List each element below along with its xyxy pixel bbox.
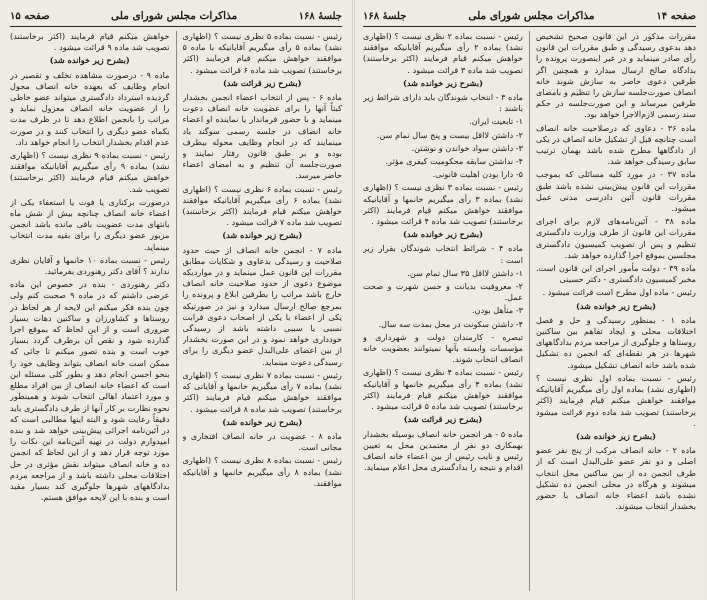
paragraph: درصورت برکناری یا فوت یا استعفاء یکی از اعضاء خانه انصاف چنانچه بیش از شش ماه بانتهای مدت عضویت باقی مانده باشد انجمن مزبور عضو دیگری را برای بقیه مدت انتخاب مینماید. xyxy=(10,196,170,252)
paragraph: ۱- داشتن لااقل ۳۵ سال تمام سن. xyxy=(407,267,523,278)
right-page-column-right xyxy=(536,31,696,597)
paragraph: رئیس - نسبت بماده اول نظری نیست ؟ (اظهاری نشد) بماده اول رأی میگیریم آقایانیکه موافقند خواهش میکنم قیام فرمایند (اکثر برخاستند) تصویب شد ماده دوم قرائت میشود . xyxy=(536,372,696,428)
left-page-columns xyxy=(10,31,342,597)
paragraph: رئیس - نسبت بماده ۱۰ خانمها و آقایان نظری ندارند ؟ آقای دکتر رهنوردی بفرمائید. xyxy=(10,254,170,277)
paragraph: رئیس - نسبت بماده ۵ نظری نیست ؟ (اظهاری نشد) بماده ۵ رأی میگیریم آقایانیکه با ماده ۵ موافقند خواهش میکنم قیام فرمایند (اکثر برخاستند) تصویب شد ماده ۶ قرائت میشود . xyxy=(182,31,342,75)
reading-note: (بشرح زیر خوانده شد) xyxy=(575,300,657,311)
paragraph: خواهش میکنم قیام فرمایند (اکثر برخاستند) تصویب شد ماده ۹ قرائت میشود . xyxy=(10,31,170,53)
reading-note: (بشرح زیر خوانده شد) xyxy=(402,77,484,88)
paragraph: رئیس - نسبت بماده ۶ نظری نیست ؟ (اظهاری نشد) بماده ۶ رأی میگیریم آقایانیکه موافقند خواهش میکنم قیام فرمایند (اکثر برخاستند) تصویب شد ماده ۷ قرائت میشود . xyxy=(182,183,342,228)
paragraph: دکتر رهنوردی - بنده در خصوص این ماده عرضی داشتم که در ماده ۹ صحبت کنم ولی چون بنده فکر میکنم این لایحه از هر لحاظ در روستاها و کشاورزان و ساکنین دهات بسیار ضروری است و از این لحاظ که بموقع اجرا گذارده شود و نقص آن برطرف گردد بسیار خوب است و بنده تصور میکنم تا جائی که ممکن است خانه انصاف بتواند وظایف خود را بنحو احسن انجام دهد و بطور کلی مسئله این است که اعضاء خانه انصاف از بین افراد مطلع و مورد اعتماد اهالی انتخاب شوند و همینطور نحوه نظارت بر کار آنها از طرف دادگستری باید دقیقاً رعایت شود و البته اینها مطالبی است که در آئین‌نامه اجرائی پیش‌بینی خواهد شد و بنده امیدوارم دولت در تهیه آئین‌نامه این نکات را مورد توجه قرار دهد و از این لحاظ که انجمن ده و خانه انصاف میتواند نقش مؤثری در حل اختلافات محلی داشته باشد و از مراجعه مردم بدادگاههای شهرها جلوگیری کند بسیار مفید است و بنده با این لایحه موافق هستم. xyxy=(10,279,170,503)
column-divider xyxy=(529,31,530,591)
column-divider xyxy=(176,31,177,591)
right-page-header xyxy=(363,8,696,27)
paragraph: تبصره - کارمندان دولت و شهرداری و مؤسسات وابسته بآنها نمیتوانند بعضویت خانه انصاف انتخاب شوند. xyxy=(363,331,523,365)
paragraph: رئیس - نسبت بماده ۲ نظری نیست ؟ (اظهاری نشد) بماده ۲ رأی میگیریم آقایانیکه موافقند خواهش میکنم قیام فرمایند (اکثر برخاستند) تصویب شد ماده ۳ قرائت میشود . xyxy=(363,31,523,75)
paragraph: ۴- نداشتن سابقه محکومیت کیفری مؤثر. xyxy=(385,156,523,167)
right-page-number: صفحه ۱۴ xyxy=(656,10,696,22)
paragraph: مقررات مذکور در این قانون صحیح تشخیص دهد بدعوی رسیدگی و طبق مقررات این قانون رأی صادر مینماید و در غیر اینصورت پرونده را بدادگاه صالح ارسال میدارد و همچنین اگر طرفین دعوی حاضر به سازش شوند خانه انصاف صورت‌جلسه سازش را تنظیم و بامضای طرفین میرساند و این صورت‌جلسه در حکم سند رسمی لازم‌الاجرا خواهد بود. xyxy=(536,31,696,120)
reading-note: (بشرح زیر خوانده شد) xyxy=(49,55,130,66)
left-page xyxy=(0,0,353,600)
paragraph: رئیس - ماده اول مطرح است قرائت میشود . xyxy=(542,287,696,298)
paragraph: ماده ۲ - خانه انصاف مرکب از پنج نفر عضو اصلی و دو نفر عضو علی‌البدل است که از طرف انجمن ده از بین ساکنین محل انتخاب میشوند و هرگاه در محلی انجمن ده تشکیل نشده باشد اعضاء خانه انصاف با حضور بخشدار انتخاب میشوند. xyxy=(536,445,696,512)
left-session-label: جلسهٔ ۱۶۸ xyxy=(298,10,342,22)
paragraph: ماده ۴ - شرائط انتخاب شوندگان بقرار زیر است : xyxy=(363,243,523,265)
paragraph: ۲- معروفیت بدیانت و حسن شهرت و صحت عمل. xyxy=(363,281,523,303)
paragraph: ۳- متأهل بودن. xyxy=(471,305,523,316)
paragraph: ۵- دارا بودن اهلیت قانونی. xyxy=(432,169,523,180)
paragraph: ۲- داشتن لااقل بیست و پنج سال تمام سن. xyxy=(376,129,523,140)
paragraph: ماده ۳ - انتخاب شوندگان باید دارای شرائط زیر باشند : xyxy=(363,92,523,114)
left-page-column-right xyxy=(183,31,343,597)
paragraph: ماده ۶ - پس از انتخاب اعضاء انجمن بخشدار کبتاً آنها را برای عضویت خانه انصاف دعوت مینماید و با حضور فرماندار یا نماینده او اعضاء خانه انصاف در جلسه رسمی سوگند یاد مینمایند که در انجام وظایف محوله بیطرف بوده و بر طبق قانون رفتار نمایند و صورت‌جلسه آن تنظیم و به امضای اعضاء حاضر میرسد. xyxy=(182,92,342,181)
left-page-column-left xyxy=(10,31,170,597)
paragraph: ماده ۳۶ - دعاوی که درصلاحیت خانه انصاف است چنانچه قبل از تشکیل خانه انصاف در یکی از دادگاهها مطرح شده باشد بهمان ترتیب سابق رسیدگی خواهد شد. xyxy=(536,122,696,167)
reading-note: (بشرح زیر قرائت شد) xyxy=(403,414,483,425)
paragraph: ماده ۷ - انجمن خانه انصاف از حیث حدود صلاحیت و رسیدگی بدعاوی و شکایات مطابق مقررات این قانون عمل مینماید و در مواردیکه موضوع دعوی از حدود صلاحیت خانه انصاف خارج باشد مراتب را بطرفین ابلاغ و پرونده را بمرجع صالح ارسال میدارد و نیز در صورتیکه یکی از اعضاء با یکی از اصحاب دعوی قرابت نسبی یا سببی داشته باشد از رسیدگی خودداری خواهد نمود و در این صورت بخشدار از بین اعضای علی‌البدل عضو دیگری را برای رسیدگی دعوت مینماید. xyxy=(182,244,342,367)
paragraph: ماده ۳۸ - آئین‌نامه‌های لازم برای اجرای مقررات این قانون از طرف وزارت دادگستری تنظیم و پس از تصویب کمیسیون دادگستری مجلسین بموقع اجرا گذارده خواهد شد. xyxy=(536,216,696,260)
reading-note: (بشرح زیر خوانده شد) xyxy=(575,430,657,441)
right-session-label: جلسهٔ ۱۶۸ xyxy=(363,10,407,22)
paragraph: رئیس - نسبت بماده ۴ نظری نیست ؟ (اظهاری نشد) بماده ۴ رأی میگیریم خانمها و آقایانیکه موافقند خواهش میکنم قیام فرمایند (اکثر برخاستند) تصویب شد ماده ۵ قرائت میشود . xyxy=(363,367,523,412)
paragraph: ماده ۹ - درصورت مشاهده تخلف و تقصیر در انجام وظایف که بعهده خانه انصاف محول گردیده استرداد دادگستری میتواند عضو خاطی را از عضویت خانه انصاف معزول نماید و مراتب را بانجمن اطلاع دهد تا در ظرف مدت یکماه عضو دیگری را انتخاب کنند و در صورت عدم اقدام بخشدار انتخاب را انجام خواهد داد. xyxy=(10,69,170,147)
left-page-header xyxy=(10,8,342,27)
paragraph: ماده ۱ - بمنظور رسیدگی و حل و فصل اختلافات محلی و ایجاد تفاهم بین ساکنین روستاها و جلوگیری از مراجعه مردم بدادگاههای شهرها در هر نقطه‌ای که انجمن ده تشکیل شده باشد خانه انصاف تشکیل میشود. xyxy=(536,314,696,370)
paragraph: ۱- تابعیت ایران. xyxy=(469,116,523,127)
paragraph: ماده ۳۹ - دولت مأمور اجرای این قانون است. مخبر کمیسیون دادگستری - دکتر حسینی xyxy=(536,263,696,285)
right-page-column-left xyxy=(363,31,523,597)
paragraph: ماده ۸ - عضویت در خانه انصاف افتخاری و مجانی است. xyxy=(182,430,342,453)
right-page-columns xyxy=(363,31,696,597)
left-running-title: مذاکرات مجلس شورای ملی xyxy=(111,10,238,22)
right-page xyxy=(353,0,706,600)
paragraph: رئیس - نسبت بماده ۷ نظری نیست ؟ (اظهاری نشد) بماده ۷ رأی میگیریم خانمها و آقایانی که موافقند خواهش میکنم قیام فرمایند (اکثر برخاستند) تصویب شد ماده ۸ قرائت میشود . xyxy=(182,369,342,414)
paragraph: رئیس - نسبت بماده ۸ نظری نیست ؟ (اظهاری نشد) بماده ۸ رأی میگیریم خانمها و آقایانیکه موافقند. xyxy=(182,455,342,488)
paragraph: ماده ۵ - هر انجمن خانه انصاف بوسیله بخشدار بهمکاری دو نفر از معتمدین محل به تعیین رئیس و نایب رئیس از بین اعضاء خانه انصاف اقدام و نتیجه را بدادگستری محل اعلام مینماید. xyxy=(363,428,523,473)
book-gutter xyxy=(352,0,355,600)
paragraph: رئیس - نسبت بماده ۹ نظری نیست ؟ (اظهاری نشد) بماده ۹ رأی میگیریم آقایانیکه موافقند خواهش میکنم قیام فرمایند (اکثر برخاستند) تصویب شد. xyxy=(10,150,170,194)
left-page-number: صفحه ۱۵ xyxy=(10,10,50,22)
reading-note: (بشرح زیر خوانده شد) xyxy=(402,229,484,240)
paragraph: رئیس - نسبت بماده ۳ نظری نیست ؟ (اظهاری نشد) بماده ۳ رأی میگیریم خانمها و آقایانیکه موافقند خواهش میکنم قیام فرمایند (اکثر برخاستند) تصویب شد ماده ۴ قرائت میشود . xyxy=(363,182,523,227)
paragraph: ۴- داشتن سکونت در محل بمدت سه سال. xyxy=(378,318,523,329)
paragraph: ماده ۳۷ - در مورد کلیه مسائلی که بموجب مقررات این قانون پیش‌بینی نشده باشد طبق مقررات قانون آئین دادرسی مدنی عمل میشود. xyxy=(536,169,696,214)
reading-note: (بشرح زیر خوانده شد) xyxy=(222,230,303,241)
paragraph: ۳- داشتن سواد خواندن و نوشتن. xyxy=(411,142,523,153)
right-running-title: مذاکرات مجلس شورای ملی xyxy=(468,10,595,22)
reading-note: (بشرح زیر قرائت شد) xyxy=(222,77,302,88)
reading-note: (بشرح زیر خوانده شد) xyxy=(222,416,303,427)
